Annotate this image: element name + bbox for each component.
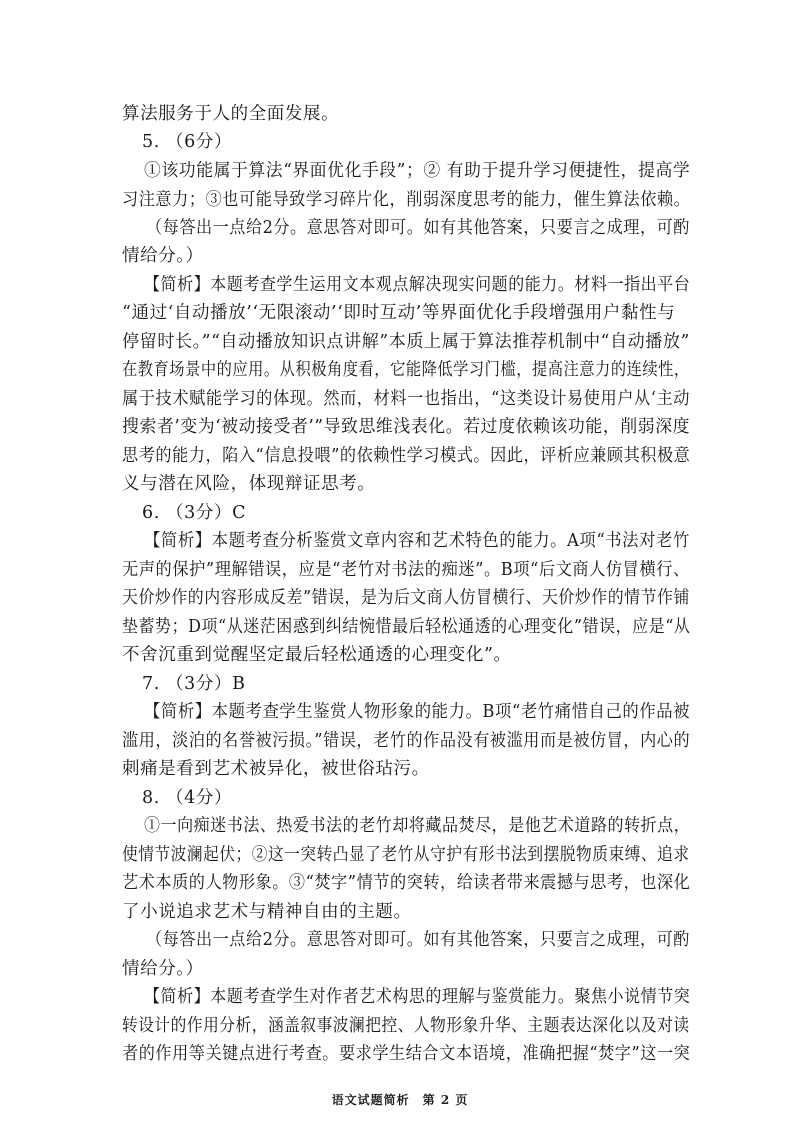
text-line: 情给分。） [122,959,204,979]
text-line: 艺术本质的人物形象。③“焚字”情节的突转，给读者带来震撼与思考，也深化 [122,873,691,893]
text-line: 算法服务于人的全面发展。 [122,104,340,124]
text-line: 刺痛是看到艺术被异化，被世俗玷污。 [122,759,430,779]
text-line: 了小说追求艺术与精神自由的主题。 [122,902,412,922]
question-heading: 5. （6分） [142,132,233,152]
analysis-start: 【简析】本题考查分析鉴赏文章内容和艺术特色的能力。A项“书法对老竹 [144,531,690,551]
text-line: ①该功能属于算法“界面优化手段”；② 有助于提升学习便捷性，提高学 [144,161,691,181]
text-line: 者的作用等关键点进行考查。要求学生结合文本语境，准确把握“焚字”这一突 [122,1044,691,1064]
text-line: 使情节波澜起伏；②这一突转凸显了老竹从守护有形书法到摆脱物质束缚、追求 [122,845,690,865]
text-line: 不舍沉重到觉醒坚定最后轻松通透的心理变化”。 [122,645,512,665]
question-heading: 6. （3分）C [142,503,247,523]
text-line: 思考的能力，陷入“信息投喂”的依赖性学习模式。因此，评析应兼顾其积极意 [122,446,691,466]
text-line: 垫蓄势；D项“从迷茫困惑到纠结惋惜最后轻松通透的心理变化”错误，应是“从 [122,617,691,637]
question-heading: 8. （4分） [142,788,233,808]
text-line: ①一向痴迷书法、热爱书法的老竹却将藏品焚尽，是他艺术道路的转折点， [144,816,691,836]
text-line: 搜索者’变为‘被动接受者’”导致思维浅表化。若过度依赖该功能，削弱深度 [122,417,691,437]
text-line: 属于技术赋能学习的体现。然而，材料一也指出，“这类设计易使用户从‘主动 [122,389,691,409]
text-line: 天价炒作的内容形成反差”错误，是为后文商人仿冒横行、天价炒作的情节作铺 [122,588,690,608]
text-line: 停留时长。”“自动播放知识点讲解”本质上属于算法推荐机制中“自动播放” [122,332,690,352]
text-line: 义与潜在风险，体现辩证思考。 [122,474,376,494]
analysis-start: 【简析】本题考查学生鉴赏人物形象的能力。B项“老竹痛惜自己的作品被 [144,702,691,722]
text-line: 习注意力；③也可能导致学习碎片化，削弱深度思考的能力，催生算法依赖。 [122,190,691,210]
text-line: 无声的保护”理解错误，应是“老竹对书法的痴迷”。B项“后文商人仿冒横行、 [122,560,690,580]
scoring-note: （每答出一点给2分。意思答对即可。如有其他答案，只要言之成理，可酌 [146,218,690,238]
page-footer: 语文试题简析 第 2 页 [331,1093,469,1107]
analysis-start: 【简析】本题考查学生对作者艺术构思的理解与鉴赏能力。聚焦小说情节突 [144,987,691,1007]
text-line: “通过‘自动播放’‘无限滚动’‘即时互动’等界面优化手段增强用户黏性与 [122,303,676,323]
text-line: 情给分。） [122,246,204,266]
question-heading: 7. （3分）B [142,674,246,694]
analysis-start: 【简析】本题考查学生运用文本观点解决现实问题的能力。材料一指出平台 [144,275,691,295]
text-line: 在教育场景中的应用。从积极角度看，它能降低学习门槛，提高注意力的连续性， [122,360,690,380]
text-line: 转设计的作用分析，涵盖叙事波澜把控、人物形象升华、主题表达深化以及对读 [122,1016,690,1036]
scoring-note: （每答出一点给2分。意思答对即可。如有其他答案，只要言之成理，可酌 [146,930,690,950]
text-line: 滥用，淡泊的名誉被污损。”错误，老竹的作品没有被滥用而是被仿冒，内心的 [122,731,691,751]
